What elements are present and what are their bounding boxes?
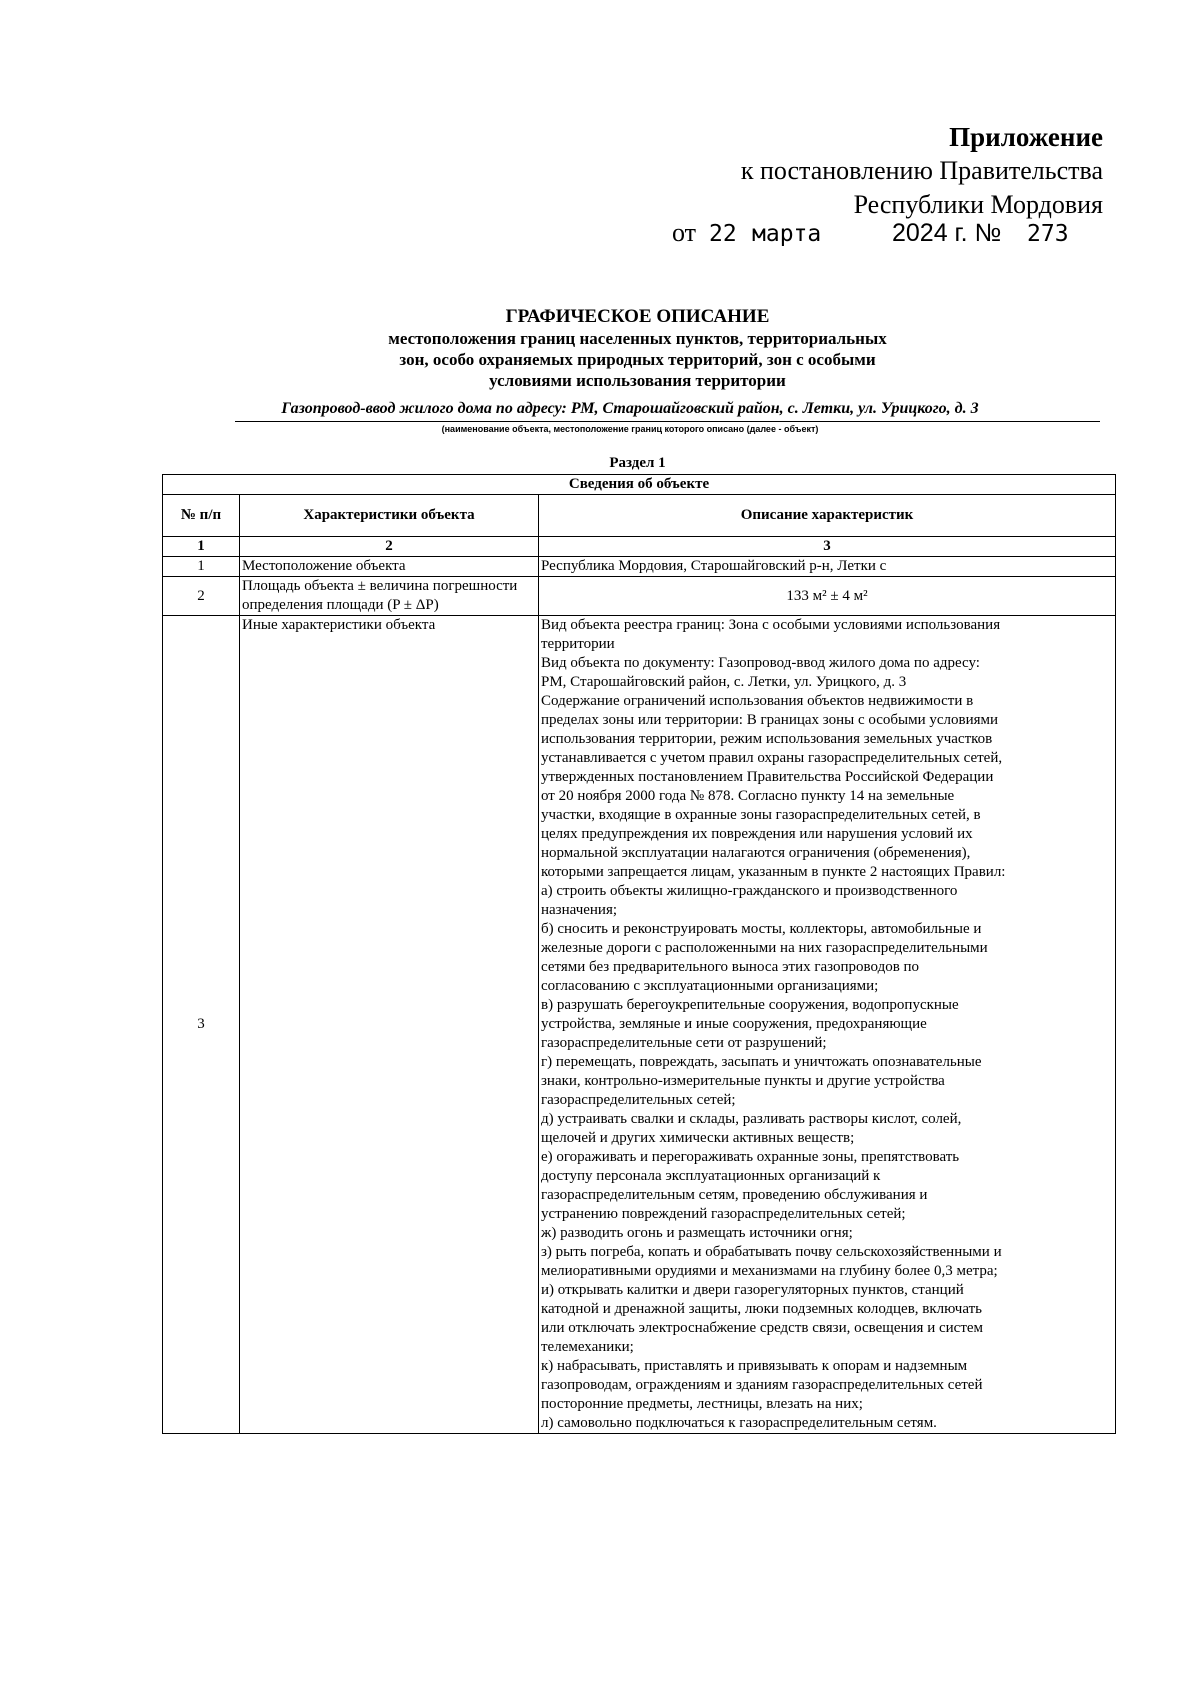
table-header-row: [163, 495, 1116, 537]
description-line: телемеханики;: [541, 1339, 634, 1355]
date-year: 2024 г. №: [892, 219, 1002, 247]
row-num: 2: [163, 577, 240, 616]
appendix-line-1: к постановлению Правительства: [740, 156, 1103, 185]
object-name: Газопровод-ввод жилого дома по адресу: РМ, Старошайговский район, с. Летки, ул. Урицкого, д. 3: [281, 400, 979, 417]
description-line: газораспределительных сетей;: [541, 1092, 736, 1108]
object-caption: (наименование объекта, местоположение границ которого описано (далее - объект): [441, 424, 819, 434]
description-line: назначения;: [541, 902, 618, 918]
description-line: к) набрасывать, приставлять и привязывать к опорам и надземным: [541, 1358, 968, 1374]
description-line: газопроводам, ограждениям и зданиям газораспределительных сетей: [541, 1377, 983, 1393]
date-month: марта: [752, 221, 822, 247]
document-header: [160, 306, 1115, 391]
row-description: [539, 616, 1116, 1434]
row-characteristic: Иные характеристики объекта: [240, 616, 539, 1434]
col-number-1: 1: [163, 537, 240, 557]
appendix-title: Приложение: [949, 122, 1103, 152]
description-line: нормальной эксплуатации налагаются ограничения (обременения),: [541, 845, 971, 861]
appendix-line-2: Республики Мордовия: [853, 190, 1103, 219]
description-line: посторонние предметы, лестницы, влезать на них;: [541, 1396, 863, 1412]
row-num: 3: [163, 616, 240, 1434]
table-row: [163, 577, 1116, 616]
col-number-3: 3: [539, 537, 1116, 557]
description-line: целях предупреждения их повреждения или нарушения условий их: [541, 826, 973, 842]
description-line: мелиоративными орудиями и механизмами на глубину более 0,3 метра;: [541, 1263, 998, 1279]
document-subtitle-line-1: местоположения границ населенных пунктов, территориальных: [388, 329, 887, 348]
description-line: з) рыть погреба, копать и обрабатывать почву сельскохозяйственными и: [541, 1244, 1002, 1260]
description-line: газораспределительным сетям, проведению обслуживания и: [541, 1187, 928, 1203]
document-subtitle-line-2: зон, особо охраняемых природных территорий, зон с особыми: [399, 350, 876, 369]
header-characteristic: Характеристики объекта: [240, 495, 539, 537]
description-line: участки, входящие в охранные зоны газораспределительных сетей, в: [541, 807, 981, 823]
description-line: использования территории, режим использования земельных участков: [541, 731, 993, 747]
description-line: б) сносить и реконструировать мосты, коллекторы, автомобильные и: [541, 921, 982, 937]
section-title: Раздел 1: [609, 455, 666, 471]
description-line: устройства, земляные и иные сооружения, предохраняющие: [541, 1016, 927, 1032]
description-line: г) перемещать, повреждать, засыпать и уничтожать опознавательные: [541, 1054, 982, 1070]
description-line: е) огораживать и перегораживать охранные зоны, препятствовать: [541, 1149, 960, 1165]
description-line: сетями без предварительного выноса этих газопроводов по: [541, 959, 920, 975]
description-line: д) устраивать свалки и склады, разливать растворы кислот, солей,: [541, 1111, 962, 1127]
row-description: [539, 577, 1116, 616]
description-line: пределах зоны или территории: В границах зоны с особыми условиями: [541, 712, 999, 728]
description-line: Содержание ограничений использования объектов недвижимости в: [541, 693, 974, 709]
object-info-table: [162, 474, 1116, 1434]
description-line: л) самовольно подключаться к газораспределительным сетям.: [541, 1415, 937, 1431]
description-line: знаки, контрольно-измерительные пункты и другие устройства: [541, 1073, 945, 1089]
header-description: Описание характеристик: [539, 495, 1116, 537]
document-subtitle-line-3: условиями использования территории: [489, 371, 786, 390]
description-line: Республика Мордовия, Старошайговский р-н, Летки с: [541, 558, 887, 574]
row-characteristic: Местоположение объекта: [240, 557, 539, 577]
description-line: ж) разводить огонь и размещать источники огня;: [541, 1225, 853, 1241]
description-line: доступу персонала эксплуатационных организаций к: [541, 1168, 881, 1184]
description-line: устранению повреждений газораспределительных сетей;: [541, 1206, 906, 1222]
date-prefix: от: [672, 218, 697, 247]
table-caption-row: [163, 475, 1116, 495]
table-caption: Сведения об объекте: [163, 475, 1116, 495]
description-line: утвержденных постановлением Правительства Российской Федерации: [541, 769, 994, 785]
row-num: 1: [163, 557, 240, 577]
description-line: и) открывать калитки и двери газорегуляторных пунктов, станций: [541, 1282, 964, 1298]
table-row: [163, 616, 1116, 1434]
description-line: щелочей и других химически активных веществ;: [541, 1130, 855, 1146]
description-line: 133 м² ± 4 м²: [786, 587, 868, 604]
description-line: или отключать электроснабжение средств связи, освещения и систем: [541, 1320, 984, 1336]
description-line: от 20 ноября 2000 года № 878. Согласно пункту 14 на земельные: [541, 788, 955, 804]
description-line: РМ, Старошайговский район, с. Летки, ул. Урицкого, д. 3: [541, 674, 907, 690]
description-line: согласованию с эксплуатационными организациями;: [541, 978, 879, 994]
description-line: устанавливается с учетом правил охраны газораспределительных сетей,: [541, 750, 1003, 766]
resolution-number: 273: [1027, 221, 1069, 247]
object-name-underline: [235, 421, 1100, 422]
row-description: [539, 557, 1116, 577]
description-line: а) строить объекты жилищно-гражданского и производственного: [541, 883, 958, 899]
description-line: газораспределительные сети от разрушений;: [541, 1035, 827, 1051]
description-line: Вид объекта реестра границ: Зона с особыми условиями использования: [541, 617, 1001, 633]
appendix-block: [741, 120, 1103, 222]
row-characteristic: Площадь объекта ± величина погрешности определения площади (P ± ΔP): [240, 577, 539, 616]
description-line: Вид объекта по документу: Газопровод-ввод жилого дома по адресу:: [541, 655, 980, 671]
header-num: № п/п: [163, 495, 240, 537]
description-line: территории: [541, 636, 615, 652]
column-number-row: [163, 537, 1116, 557]
date-day: 22: [709, 221, 737, 247]
description-line: которыми запрещается лицам, указанным в пункте 2 настоящих Правил:: [541, 864, 1006, 880]
description-line: катодной и дренажной защиты, люки подземных колодцев, включать: [541, 1301, 982, 1317]
table-row: [163, 557, 1116, 577]
document-title: ГРАФИЧЕСКОЕ ОПИСАНИЕ: [505, 306, 770, 327]
description-line: железные дороги с расположенными на них газораспределительными: [541, 940, 988, 956]
description-line: в) разрушать берегоукрепительные сооружения, водопропускные: [541, 997, 959, 1013]
col-number-2: 2: [240, 537, 539, 557]
